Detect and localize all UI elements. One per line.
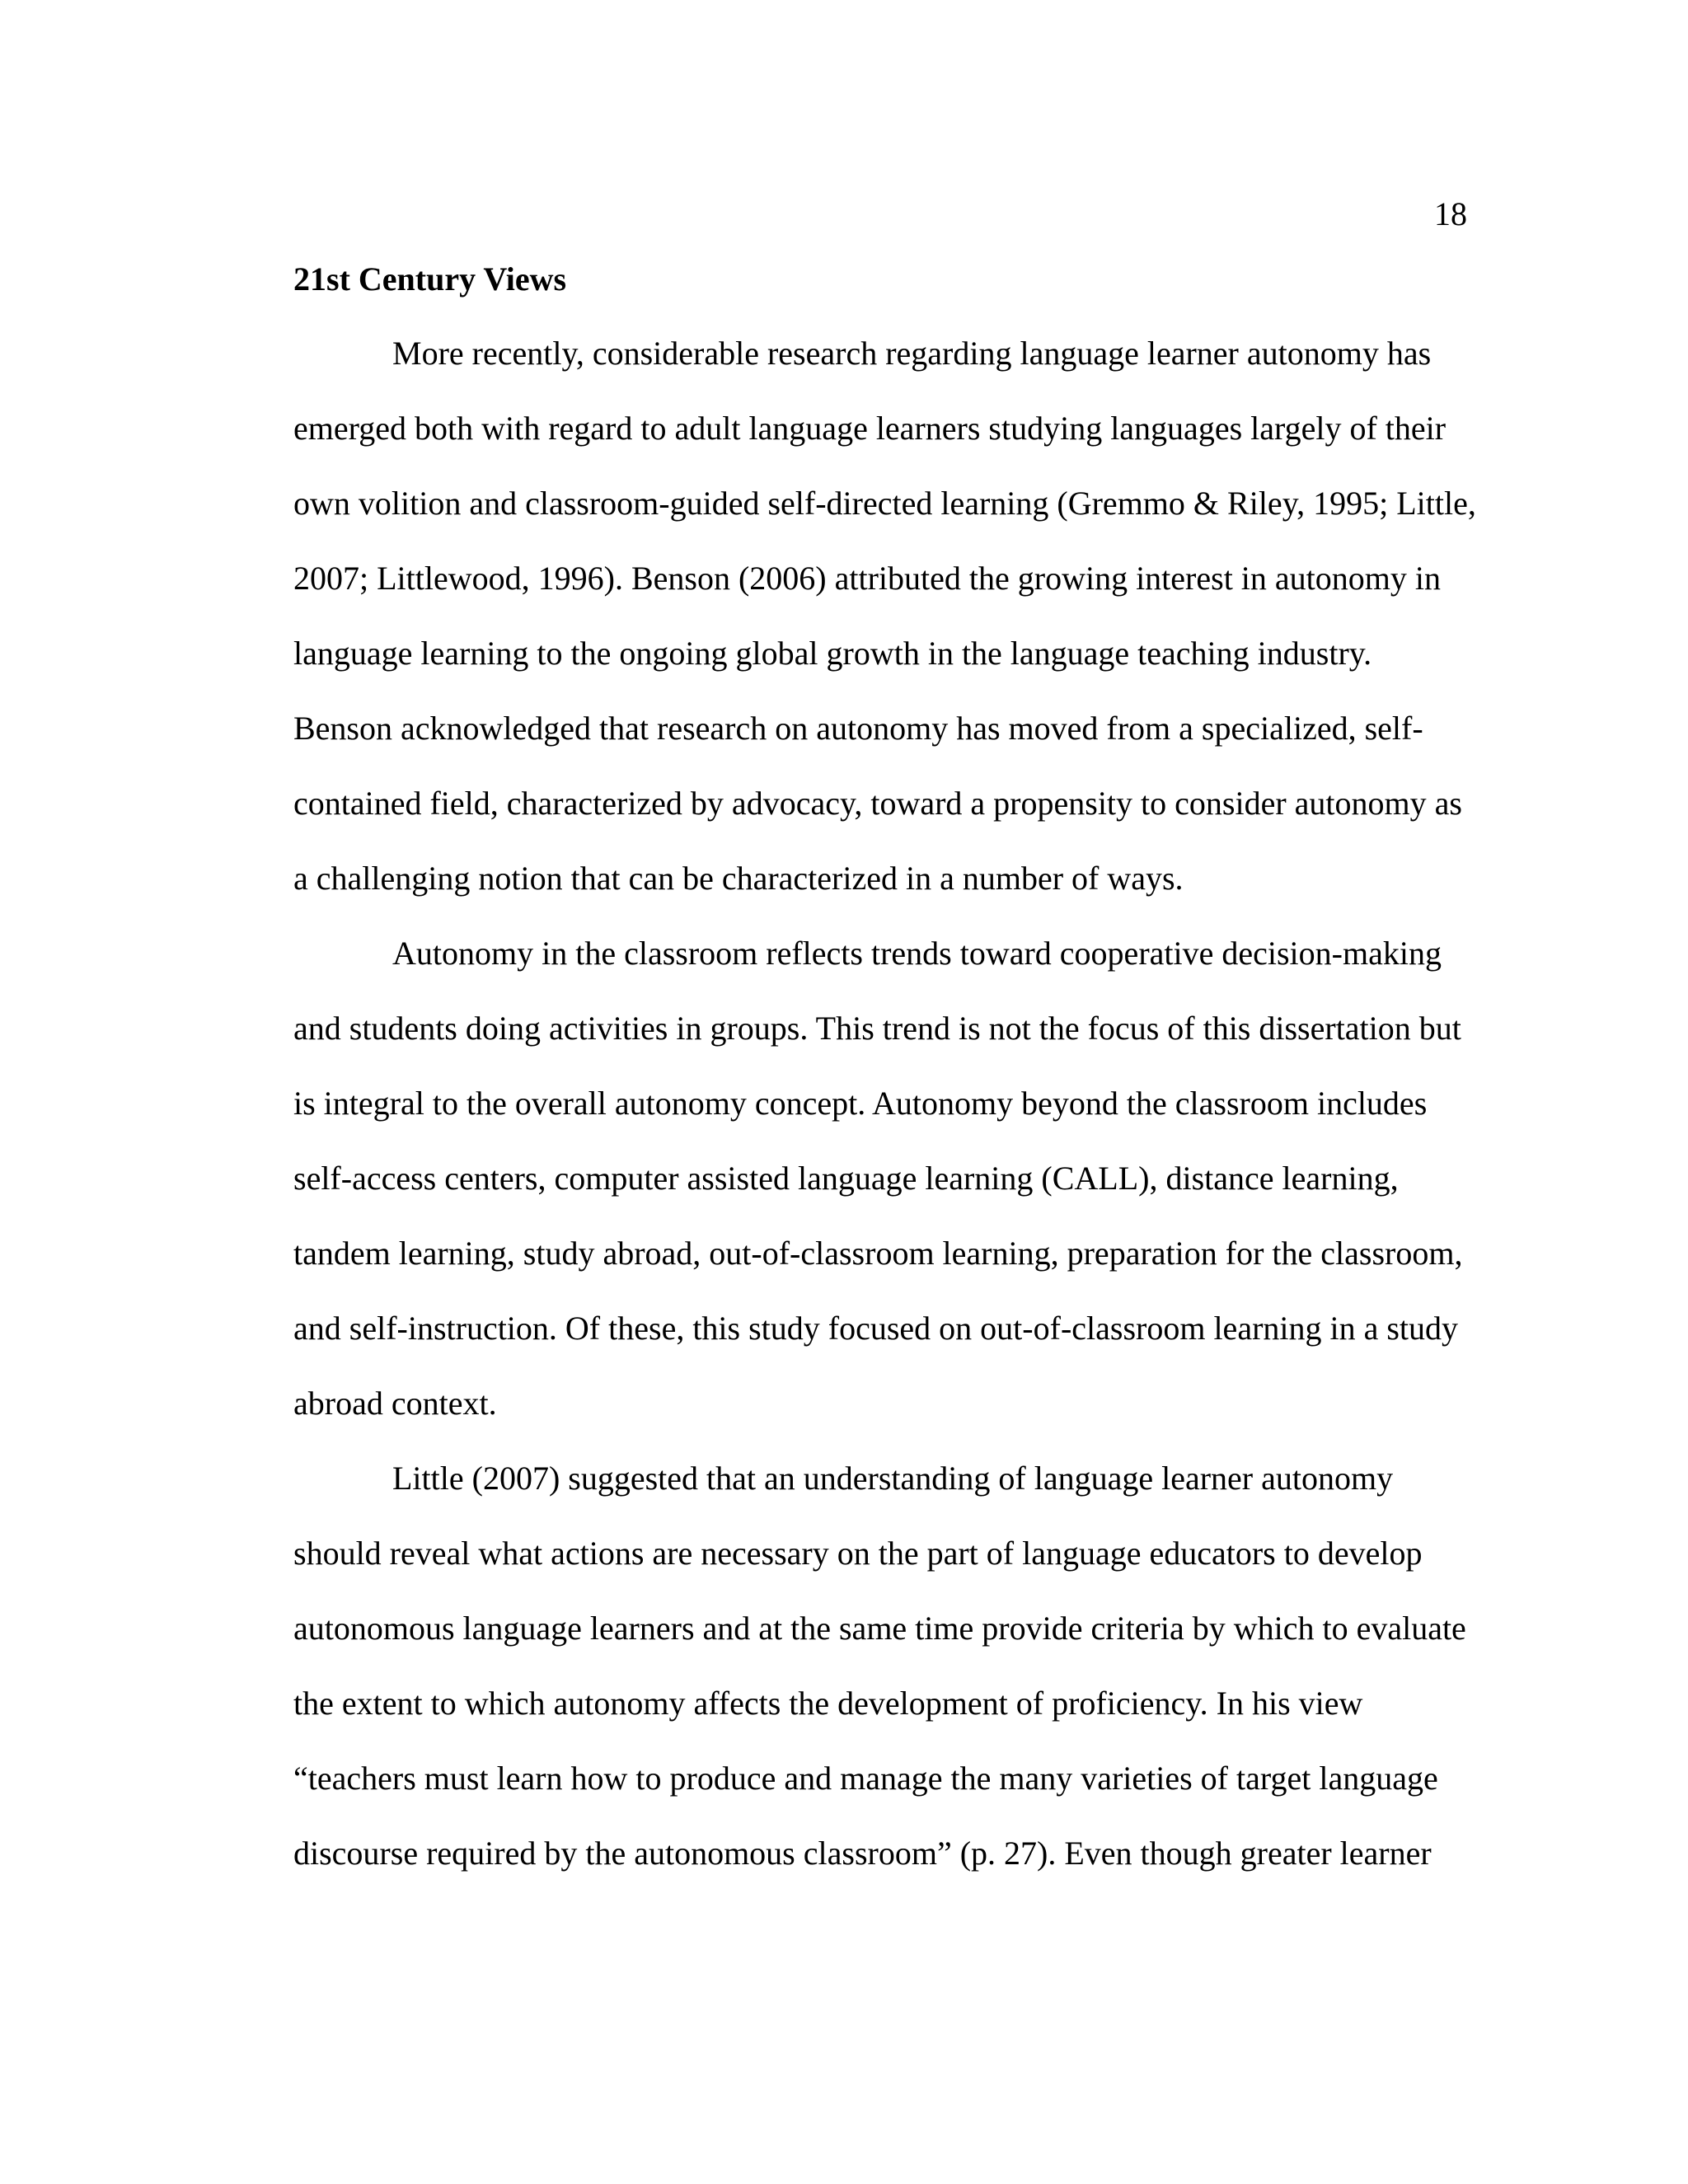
text-line: emerged both with regard to adult language learners studying languages largely of their	[293, 410, 1447, 447]
page-number: 18	[1434, 195, 1467, 232]
text-line: self-access centers, computer assisted language learning (CALL), distance learning,	[293, 1160, 1399, 1197]
text-line: and students doing activities in groups. This trend is not the focus of this dissertation but	[293, 1010, 1461, 1047]
section-heading: 21st Century Views	[293, 260, 567, 298]
text-line: and self-instruction. Of these, this study focused on out-of-classroom learning in a study	[293, 1310, 1459, 1347]
text-line: 2007; Littlewood, 1996). Benson (2006) attributed the growing interest in autonomy in	[293, 560, 1442, 597]
text-line: a challenging notion that can be characterized in a number of ways.	[293, 860, 1184, 897]
text-line: is integral to the overall autonomy concept. Autonomy beyond the classroom includes	[293, 1085, 1428, 1122]
text-line: abroad context.	[293, 1385, 497, 1422]
text-line: own volition and classroom-guided self-directed learning (Gremmo & Riley, 1995; Little,	[293, 485, 1476, 522]
text-line: Little (2007) suggested that an understanding of language learner autonomy	[392, 1460, 1394, 1497]
text-line: More recently, considerable research regarding language learner autonomy has	[392, 335, 1432, 372]
text-line: the extent to which autonomy affects the development of proficiency. In his view	[293, 1685, 1363, 1722]
text-line: Benson acknowledged that research on autonomy has moved from a specialized, self-	[293, 710, 1423, 747]
text-line: should reveal what actions are necessary on the part of language educators to develop	[293, 1535, 1423, 1572]
text-line: “teachers must learn how to produce and manage the many varieties of target language	[293, 1760, 1438, 1797]
text-line: autonomous language learners and at the same time provide criteria by which to evaluate	[293, 1610, 1466, 1647]
text-line: tandem learning, study abroad, out-of-classroom learning, preparation for the classroom,	[293, 1235, 1463, 1272]
text-line: Autonomy in the classroom reflects trends toward cooperative decision-making	[392, 935, 1442, 972]
text-line: discourse required by the autonomous classroom” (p. 27). Even though greater learner	[293, 1835, 1432, 1872]
text-line: contained field, characterized by advocacy, toward a propensity to consider autonomy as	[293, 785, 1462, 822]
text-line: language learning to the ongoing global growth in the language teaching industry.	[293, 635, 1372, 672]
